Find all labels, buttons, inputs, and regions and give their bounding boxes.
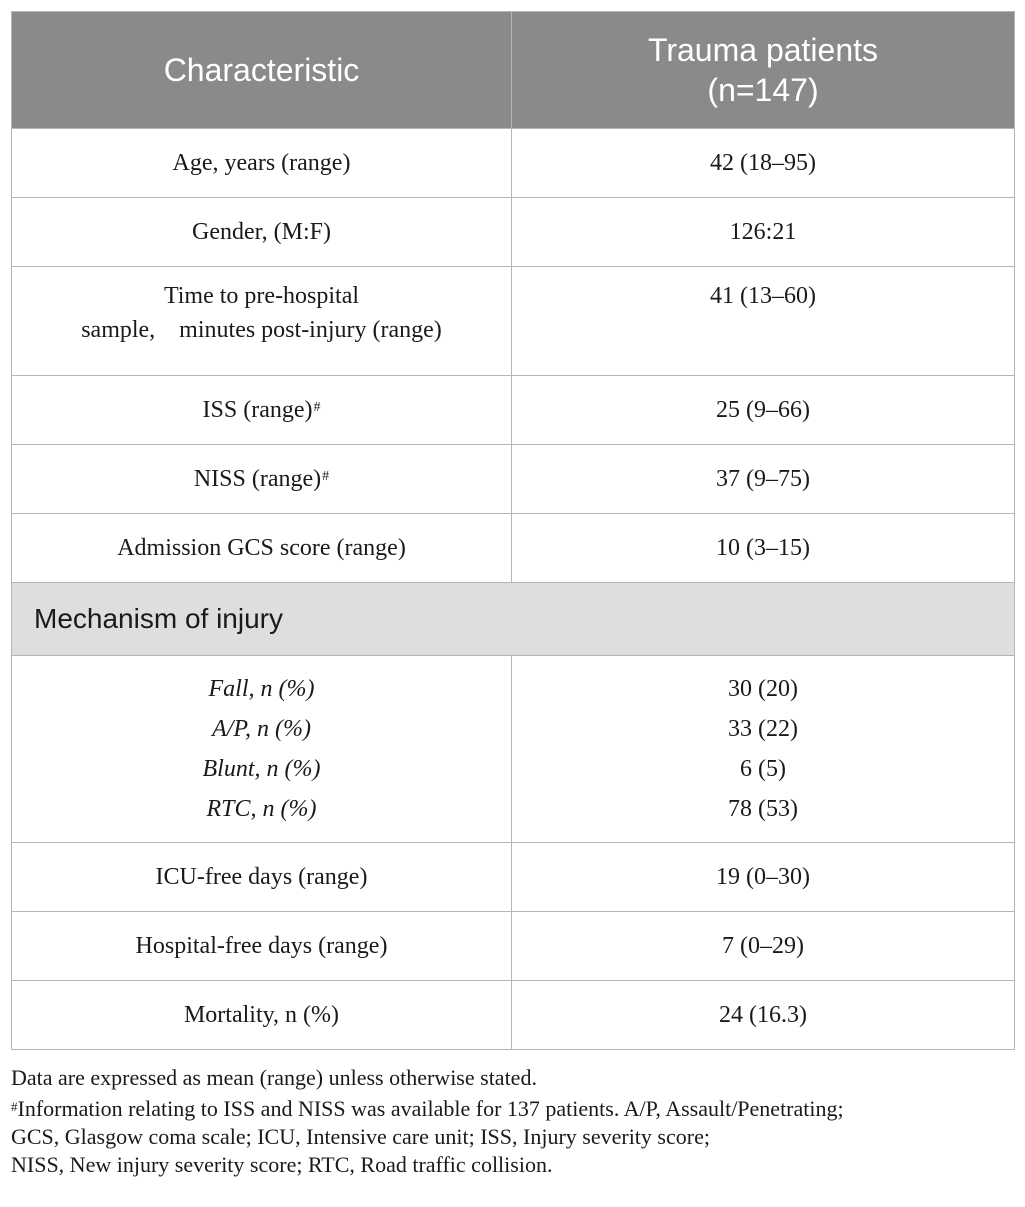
table-row	[12, 843, 1015, 912]
row-label: Admission GCS score (range)	[12, 514, 512, 583]
row-value: 19 (0–30)	[512, 843, 1015, 912]
mechanism-label: RTC, n (%)	[206, 796, 317, 822]
mechanism-label: Blunt, n (%)	[202, 756, 321, 782]
table-row	[12, 514, 1015, 583]
footnote-mark: #	[11, 1099, 18, 1114]
footnote-line: Data are expressed as mean (range) unless otherwise stated.	[11, 1065, 537, 1090]
header-group-label: Trauma patients	[647, 32, 879, 68]
table-row	[12, 981, 1015, 1050]
table-header-row	[12, 12, 1015, 129]
row-label-line: Time to pre-hospital	[163, 283, 360, 309]
row-value: 24 (16.3)	[512, 981, 1015, 1050]
row-value: 25 (9–66)	[512, 376, 1015, 445]
table-row	[12, 656, 1015, 843]
row-value: 37 (9–75)	[512, 445, 1015, 514]
mechanism-value: 6 (5)	[740, 756, 786, 782]
footnote-mark: #	[322, 469, 330, 484]
row-label	[12, 445, 512, 514]
footnote-text: Information relating to ISS and NISS was available for 137 patients. A/P, Assault/Penetrating;	[17, 1096, 844, 1121]
section-row	[12, 583, 1015, 656]
footnote-mark: #	[313, 400, 321, 415]
mechanism-labels	[12, 656, 512, 843]
row-label-text: NISS (range)	[193, 466, 322, 492]
row-label-line: sample, minutes post-injury (range)	[81, 317, 442, 343]
row-value: 126:21	[512, 198, 1015, 267]
table-row	[12, 912, 1015, 981]
row-value: 42 (18–95)	[512, 129, 1015, 198]
mechanism-value: 78 (53)	[728, 796, 798, 822]
mechanism-value: 30 (20)	[728, 676, 798, 702]
mechanism-label: Fall, n (%)	[208, 676, 315, 702]
row-value: 7 (0–29)	[512, 912, 1015, 981]
mechanism-value: 33 (22)	[728, 716, 798, 742]
table-row	[12, 267, 1015, 376]
footnote-line	[11, 1095, 1016, 1123]
row-value: 10 (3–15)	[512, 514, 1015, 583]
row-value	[512, 267, 1015, 376]
mechanism-values	[512, 656, 1015, 843]
table-row	[12, 445, 1015, 514]
row-label: Mortality, n (%)	[12, 981, 512, 1050]
row-label-text: ISS (range)	[202, 397, 313, 423]
table-footnotes	[11, 1064, 1016, 1179]
header-characteristic: Characteristic	[12, 12, 512, 129]
table-row	[12, 198, 1015, 267]
section-label: Mechanism of injury	[12, 583, 1015, 656]
header-group-count: (n=147)	[707, 72, 819, 108]
row-label: Gender, (M:F)	[12, 198, 512, 267]
table-row	[12, 376, 1015, 445]
footnote-line: GCS, Glasgow coma scale; ICU, Intensive care unit; ISS, Injury severity score;	[11, 1124, 710, 1149]
footnote-line: NISS, New injury severity score; RTC, Road traffic collision.	[11, 1152, 553, 1177]
row-value-text: 41 (13–60)	[710, 283, 816, 309]
row-label	[12, 267, 512, 376]
header-trauma-patients	[512, 12, 1015, 129]
row-label: Hospital-free days (range)	[12, 912, 512, 981]
mechanism-label: A/P, n (%)	[212, 716, 311, 742]
table-row	[12, 129, 1015, 198]
row-label: ICU-free days (range)	[12, 843, 512, 912]
characteristics-table	[11, 11, 1015, 1050]
row-label	[12, 376, 512, 445]
row-label: Age, years (range)	[12, 129, 512, 198]
